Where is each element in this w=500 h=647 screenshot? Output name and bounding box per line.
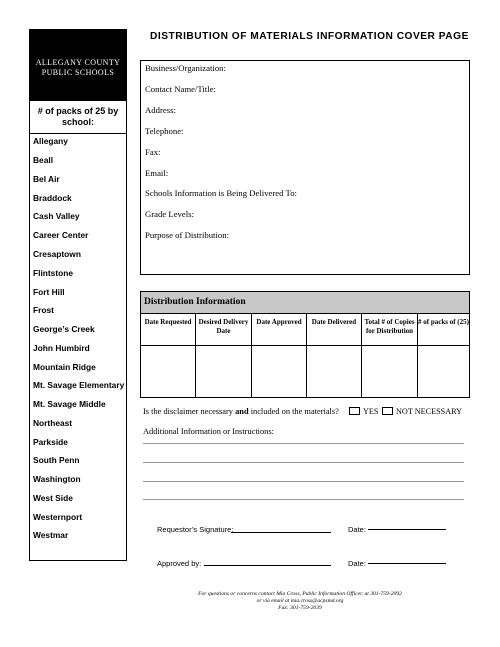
school-item: Washington xyxy=(33,474,81,484)
desired-delivery-column xyxy=(196,314,252,398)
requestor-signature-label: Requestor’s Signature: xyxy=(157,525,234,534)
requestor-date-line[interactable] xyxy=(368,529,446,530)
school-item: Parkside xyxy=(33,437,68,447)
total-copies-column xyxy=(362,314,418,398)
email-label: Email: xyxy=(145,168,169,178)
schools-delivered-label: Schools Information is Being Delivered To: xyxy=(145,188,297,198)
disclaimer-text: Is the disclaimer necessary xyxy=(143,407,236,416)
packs-heading: # of packs of 25 by school: xyxy=(30,101,126,134)
additional-info-line[interactable] xyxy=(143,499,464,500)
date-requested-column xyxy=(141,314,196,398)
date-label: Date: xyxy=(348,525,366,534)
date-approved-column xyxy=(252,314,307,398)
approved-by-label: Approved by: xyxy=(157,559,202,568)
school-item: Cash Valley xyxy=(33,211,80,221)
school-item: South Penn xyxy=(33,455,80,465)
school-item: Beall xyxy=(33,155,54,165)
additional-info-label: Additional Information or Instructions: xyxy=(143,427,274,436)
district-name-line1: ALLEGANY COUNTY xyxy=(35,58,121,67)
school-item: Mountain Ridge xyxy=(33,362,96,372)
page-title: DISTRIBUTION OF MATERIALS INFORMATION COVER PAGE xyxy=(150,31,469,42)
school-item: Frost xyxy=(33,305,54,315)
fax-label: Fax: xyxy=(145,147,161,157)
footer-line: or via email at mia.cross@acpsmd.org xyxy=(256,598,344,605)
contact-name-label: Contact Name/Title: xyxy=(145,84,216,94)
column-header: # of packs of (25) xyxy=(418,314,469,346)
yes-label: YES xyxy=(363,407,379,416)
date-delivered-column xyxy=(307,314,362,398)
column-header: Date Requested xyxy=(141,314,195,346)
school-item: Flintstone xyxy=(33,268,74,278)
school-item: Mt. Savage Middle xyxy=(33,399,106,409)
not-necessary-label: NOT NECESSARY xyxy=(396,407,463,416)
contact-footer xyxy=(150,591,450,613)
disclaimer-emphasis: and xyxy=(235,407,249,416)
footer-line: Fax: 301-759-2039 xyxy=(278,605,322,612)
business-organization-label: Business/Organization: xyxy=(145,63,226,73)
school-item: Mt. Savage Elementary xyxy=(33,380,125,390)
packs-column xyxy=(418,314,469,398)
footer-line: For questions or concerns contact Mia Cross, Public Information Officer, at 301-759-2092 xyxy=(198,591,402,597)
grade-levels-label: Grade Levels: xyxy=(145,209,194,219)
purpose-label: Purpose of Distribution: xyxy=(145,230,229,240)
telephone-label: Telephone: xyxy=(145,126,184,136)
address-label: Address: xyxy=(145,105,176,115)
additional-info-line[interactable] xyxy=(143,462,464,463)
additional-info-line[interactable] xyxy=(143,443,464,444)
school-item: John Humbird xyxy=(33,343,90,353)
column-header: Date Delivered xyxy=(307,314,361,346)
school-item: Westernport xyxy=(33,512,83,522)
school-item: George’s Creek xyxy=(33,324,95,334)
contact-info-box xyxy=(140,60,470,275)
school-item: Cresaptown xyxy=(33,249,81,259)
school-item: West Side xyxy=(33,493,73,503)
requestor-signature-line[interactable] xyxy=(231,532,331,533)
disclaimer-text: included on the materials? xyxy=(248,407,339,416)
school-item: Allegany xyxy=(33,136,68,146)
school-item: Northeast xyxy=(33,418,73,428)
district-name-line2: PUBLIC SCHOOLS xyxy=(41,68,115,77)
yes-checkbox[interactable] xyxy=(349,407,360,415)
school-item: Westmar xyxy=(33,530,69,540)
distribution-table xyxy=(140,291,470,398)
not-necessary-checkbox[interactable] xyxy=(382,407,393,415)
column-header: Date Approved xyxy=(252,314,306,346)
approved-date-line[interactable] xyxy=(368,563,446,564)
column-header: Desired Delivery Date xyxy=(196,314,251,346)
date-label: Date: xyxy=(348,559,366,568)
approved-by-line[interactable] xyxy=(204,565,331,566)
additional-info-line[interactable] xyxy=(143,481,464,482)
school-item: Fort Hill xyxy=(33,287,65,297)
school-sidebar xyxy=(29,29,127,561)
school-item: Career Center xyxy=(33,230,89,240)
district-logo xyxy=(30,30,126,101)
distribution-heading: Distribution Information xyxy=(141,292,469,314)
disclaimer-question xyxy=(143,407,339,416)
school-item: Braddock xyxy=(33,193,72,203)
column-header: Total # of Copies for Distribution xyxy=(362,314,417,346)
school-item: Bel Air xyxy=(33,174,60,184)
distribution-columns xyxy=(141,314,469,398)
